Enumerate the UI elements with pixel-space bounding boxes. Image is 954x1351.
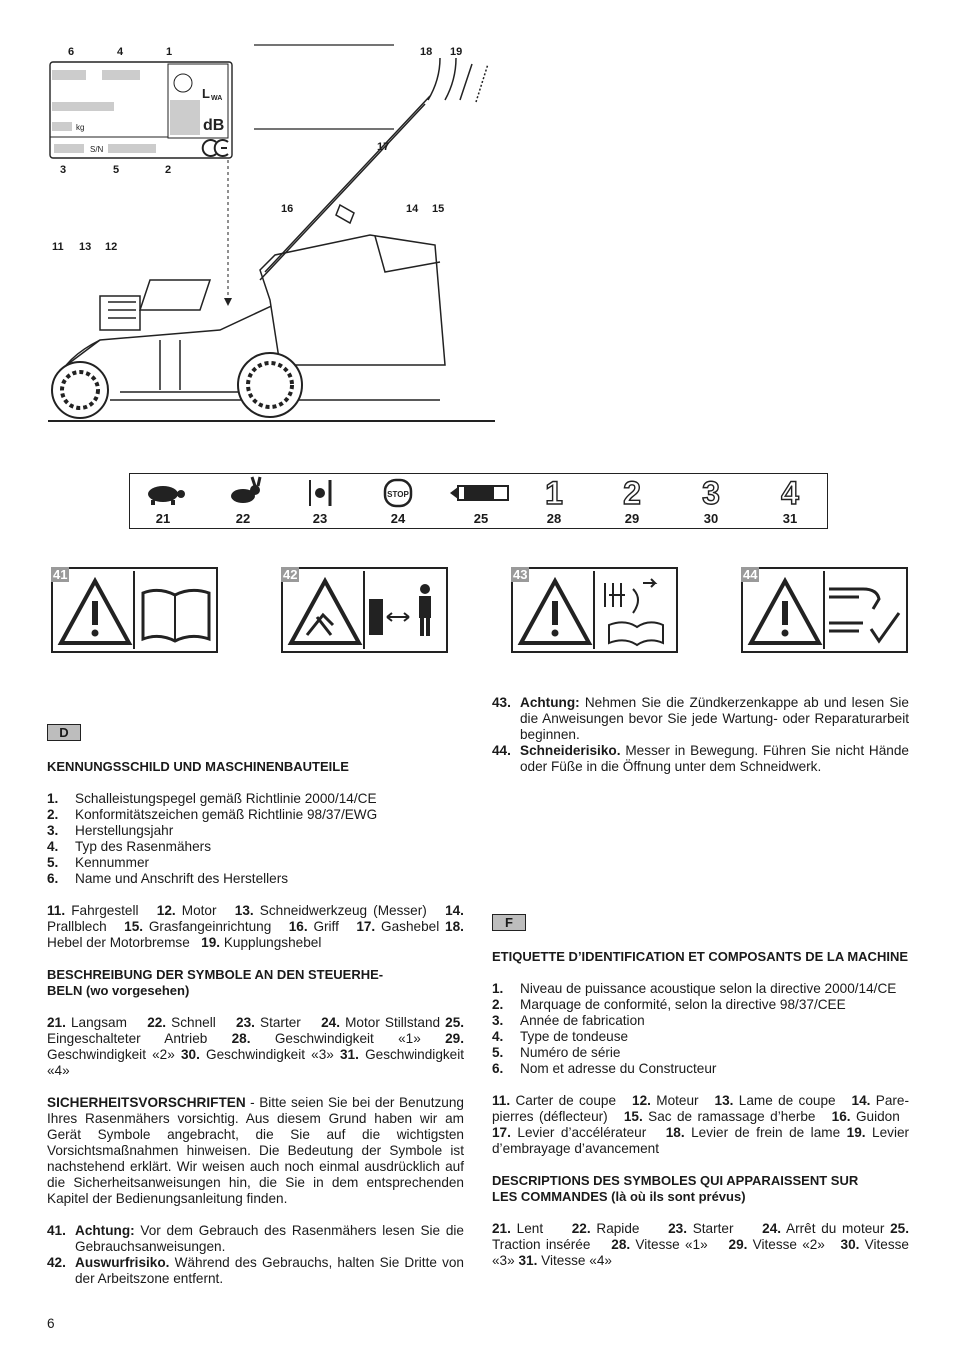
turtle-icon <box>133 474 193 508</box>
symbol-number: 24 <box>390 511 406 526</box>
list-item: 2. Marquage de conformité, selon la directive 98/37/CEE <box>492 997 846 1012</box>
symbol-strip <box>129 473 828 529</box>
read-manual-warning-icon <box>53 569 216 651</box>
symbol-number: 21 <box>155 511 171 526</box>
german-symbols-paragraph: 21. Langsam 22. Schnell 23. Starter 24. Motor Stillstand 25. Eingeschalteter Antrieb 28. Geschwindigkeit «1» 29. Geschwindigkeit «2» 30. Geschwindigkeit «3» 31. Geschwindigkeit «4» <box>47 1015 465 1078</box>
list-item: 4. Typ des Rasenmähers <box>47 839 212 854</box>
symbol-29 <box>602 474 662 528</box>
symbol-25 <box>446 474 516 528</box>
callout-3: 3 <box>60 164 67 176</box>
symbol-31 <box>760 474 820 528</box>
list-item: 5. Numéro de série <box>492 1045 621 1060</box>
callout-18: 18 <box>420 46 433 58</box>
list-item: 6. Nom et adresse du Constructeur <box>492 1061 717 1076</box>
page-number: 6 <box>47 1316 55 1331</box>
list-item: 3. Année de fabrication <box>492 1013 645 1028</box>
cutting-hazard-warning-icon <box>743 569 906 651</box>
symbol-21 <box>133 474 193 528</box>
symbol-number: 25 <box>473 511 489 526</box>
mower-diagram <box>40 40 510 430</box>
symbols-title: DESCRIPTIONS DES SYMBOLES QUI APPARAISSENT SUR LES COMMANDES (là où ils sont prévus) <box>492 1173 859 1204</box>
callout-17: 17 <box>377 141 390 153</box>
symbol-number: 23 <box>312 511 328 526</box>
list-item: 44. Schneiderisiko. Messer in Bewegung. Führen Sie nicht Hände oder Füße in die Öffnung unter dem Schneidwerk. <box>492 743 909 774</box>
symbol-23 <box>290 474 350 528</box>
list-item: 42. Auswurfrisiko. Während des Gebrauchs, halten Sie Dritte von der Arbeitszone entfernt. <box>47 1255 464 1286</box>
svg-text:3: 3 <box>702 475 720 508</box>
svg-text:STOP: STOP <box>387 490 409 499</box>
kg-label: kg <box>76 123 85 132</box>
german-warning-list <box>47 1223 464 1287</box>
german-parts-paragraph: 11. Fahrgestell 12. Motor 13. Schneidwerkzeug (Messer) 14. Prallblech 15. Grasfangeinrichtung 16. Griff 17. Gashebel 18. Hebel der Motorbremse 19. Kupplungshebel <box>47 903 464 950</box>
warning-label-41 <box>51 567 218 653</box>
callout-19: 19 <box>450 46 463 58</box>
warning-label-44 <box>741 567 908 653</box>
rabbit-icon <box>213 474 273 508</box>
warning-label-43 <box>511 567 678 653</box>
list-item: 41. Achtung: Vor dem Gebrauch des Rasenmähers lesen Sie die Gebrauchsanweisungen. <box>47 1223 464 1254</box>
german-warning-list-continued <box>492 695 909 775</box>
callout-5: 5 <box>113 164 120 176</box>
svg-text:2: 2 <box>623 475 641 508</box>
warning-number: 42 <box>283 567 298 582</box>
safety-paragraph: SICHERHEITSVORSCHRIFTEN - Bitte seien Sie bei der Benutzung Ihres Rasenmähers vorsichtig. Aus diesem Grund haben wir am Gerät Symbole angebracht, die Sie auf die wichtigsten Vorsichtsmaßnahmen hinweisen. Die Bedeutung der Symbole ist nachstehend erklärt. Wir weisen auch noch einmal ausdrücklich auf die Sicherheitsanweisungen hin, die Sie in dem entsprechenden Kapitel der Bedienungsanleitung finden. <box>47 1095 464 1206</box>
symbol-number: 29 <box>624 511 640 526</box>
callout-15: 15 <box>432 203 445 215</box>
list-item: 1. Niveau de puissance acoustique selon la directive 2000/14/CE <box>492 981 897 996</box>
callout-6: 6 <box>68 46 75 58</box>
symbol-28 <box>524 474 584 528</box>
german-id-list <box>47 791 464 887</box>
lwa-label: L <box>202 86 210 101</box>
symbol-number: 30 <box>703 511 719 526</box>
id-label <box>50 62 232 158</box>
section-title: KENNUNGSSCHILD UND MASCHINENBAUTEILE <box>47 759 349 774</box>
spark-plug-warning-icon <box>513 569 676 651</box>
list-item: 2. Konformitätszeichen gemäß Richtlinie 98/37/EWG <box>47 807 378 822</box>
svg-text:4: 4 <box>781 475 799 508</box>
symbol-number: 28 <box>546 511 562 526</box>
traction-icon <box>446 474 516 508</box>
french-section <box>492 949 909 1269</box>
french-parts-paragraph: 11. Carter de coupe 12. Moteur 13. Lame de coupe 14. Pare-pierres (déflecteur) 15. Sac de ramassage d’herbe 16. Guidon 17. Levier d’accélérateur 18. Levier de frein de lame 19. Levier d’embrayage d’avancement <box>492 1093 910 1156</box>
list-item: 3. Herstellungsjahr <box>47 823 174 838</box>
list-item: 43. Achtung: Nehmen Sie die Zündkerzenkappe ab und lesen Sie die Anweisungen bevor Sie jede Wartung- oder Reparaturarbeit beginnen. <box>492 695 909 742</box>
stop-icon <box>368 474 428 508</box>
callout-4: 4 <box>117 46 124 58</box>
callout-12: 12 <box>105 241 118 253</box>
section-title: ETIQUETTE D’IDENTIFICATION ET COMPOSANTS DE LA MACHINE <box>492 949 908 964</box>
lwa-sub-label: WA <box>211 95 223 102</box>
callout-16: 16 <box>281 203 294 215</box>
french-id-list <box>492 981 909 1077</box>
symbol-30 <box>681 474 741 528</box>
callout-13: 13 <box>79 241 92 253</box>
warning-number: 43 <box>513 567 528 582</box>
german-section <box>47 759 464 1287</box>
language-tag-german: D <box>47 724 81 741</box>
callout-11: 11 <box>52 241 64 253</box>
callout-1: 1 <box>166 46 173 58</box>
mower-figure <box>40 40 510 430</box>
warning-label-42 <box>281 567 448 653</box>
mower-body <box>54 58 488 400</box>
starter-icon <box>290 474 350 508</box>
warning-number: 44 <box>743 567 758 582</box>
callout-2: 2 <box>165 164 172 176</box>
list-item: 5. Kennummer <box>47 855 150 870</box>
symbol-number: 31 <box>782 511 798 526</box>
digit-4-icon <box>760 474 820 508</box>
callout-14: 14 <box>406 203 419 215</box>
symbols-title: BESCHREIBUNG DER SYMBOLE AN DEN STEUERHE- BELN (wo vorgesehen) <box>47 967 384 998</box>
digit-1-icon <box>524 474 584 508</box>
digit-2-icon <box>602 474 662 508</box>
language-tag-french: F <box>492 914 526 931</box>
svg-text:1: 1 <box>545 475 563 508</box>
warning-number: 41 <box>53 567 68 582</box>
list-item: 4. Type de tondeuse <box>492 1029 629 1044</box>
list-item: 6. Name und Anschrift des Herstellers <box>47 871 289 886</box>
symbol-24 <box>368 474 428 528</box>
french-symbols-paragraph: 21. Lent 22. Rapide 23. Starter 24. Arrêt du moteur 25. Traction insérée 28. Vitesse «1» 29. Vitesse «2» 30. Vitesse «3» 31. Vitesse «4» <box>492 1221 910 1268</box>
sn-label: S/N <box>90 145 104 154</box>
list-item: 1. Schalleistungspegel gemäß Richtlinie 2000/14/CE <box>47 791 377 806</box>
symbol-22 <box>213 474 273 528</box>
ejection-warning-icon <box>283 569 446 651</box>
symbol-number: 22 <box>235 511 251 526</box>
db-label: dB <box>203 117 225 134</box>
digit-3-icon <box>681 474 741 508</box>
